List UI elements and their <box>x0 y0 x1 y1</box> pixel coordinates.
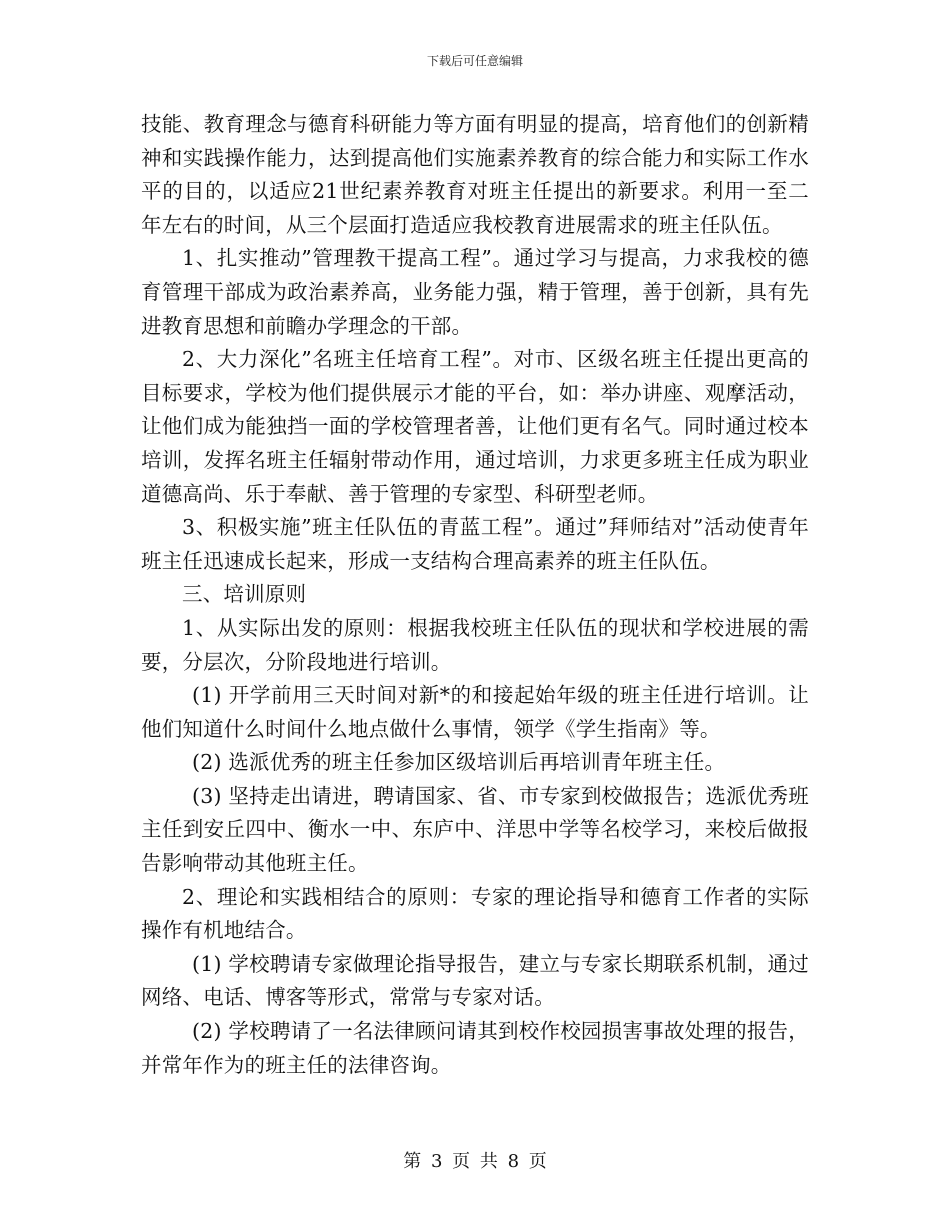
section-heading-training-principles: 三、培训原则 <box>182 582 307 607</box>
paragraph-subitem-2-1: (1) 学校聘请专家做理论指导报告，建立与专家长期联系机制，通过网络、电话、博客等形式，常常与专家对话。 <box>141 951 809 1010</box>
page-number-footer: 第 3 页 共 8 页 <box>403 1151 547 1172</box>
paragraph-principle-2: 2、理论和实践相结合的原则：专家的理论指导和德育工作者的实际操作有机地结合。 <box>141 884 809 943</box>
paragraph-intro: 技能、教育理念与德育科研能力等方面有明显的提高，培育他们的创新精神和实践操作能力，达到提高他们实施素养教育的综合能力和实际工作水平的目的，以适应21世纪素养教育对班主任提出的新要求。利用一至二年左右的时间，从三个层面打造适应我校教育进展需求的班主任队伍。 <box>141 112 809 237</box>
paragraph-subitem-1-3: (3) 坚持走出请进，聘请国家、省、市专家到校做报告；选派优秀班主任到安丘四中、衡水一中、东庐中、洋思中学等名校学习，来校后做报告影响带动其他班主任。 <box>141 783 809 876</box>
paragraph-subitem-2-2: (2) 学校聘请了一名法律顾问请其到校作校园损害事故处理的报告，并常年作为的班主任的法律咨询。 <box>141 1019 809 1077</box>
page-header: 下载后可任意编辑 <box>426 54 523 68</box>
paragraph-principle-1: 1、从实际出发的原则：根据我校班主任队伍的现状和学校进展的需要，分层次，分阶段地进行培训。 <box>141 615 809 674</box>
paragraph-item-3: 3、积极实施”班主任队伍的青蓝工程”。通过”拜师结对”活动使青年班主任迅速成长起来，形成一支结构合理高素养的班主任队伍。 <box>141 515 809 573</box>
paragraph-item-2: 2、大力深化”名班主任培育工程”。对市、区级名班主任提出更高的目标要求，学校为他们提供展示才能的平台，如：举办讲座、观摩活动，让他们成为能独挡一面的学校管理者善，让他们更有名气。同时通过校本培训，发挥名班主任辐射带动作用，通过培训，力求更多班主任成为职业道德高尚、乐于奉献、善于管理的专家型、科研型老师。 <box>141 347 809 506</box>
document-body <box>141 108 809 1082</box>
paragraph-subitem-1-2: (2) 选派优秀的班主任参加区级培训后再培训青年班主任。 <box>192 750 726 775</box>
paragraph-subitem-1-1: (1) 开学前用三天时间对新*的和接起始年级的班主任进行培训。让他们知道什么时间什么地点做什么事情，领学《学生指南》等。 <box>141 683 809 741</box>
paragraph-item-1: 1、扎实推动”管理教干提高工程”。通过学习与提高，力求我校的德育管理干部成为政治素养高，业务能力强，精于管理，善于创新，具有先进教育思想和前瞻办学理念的干部。 <box>141 246 809 338</box>
